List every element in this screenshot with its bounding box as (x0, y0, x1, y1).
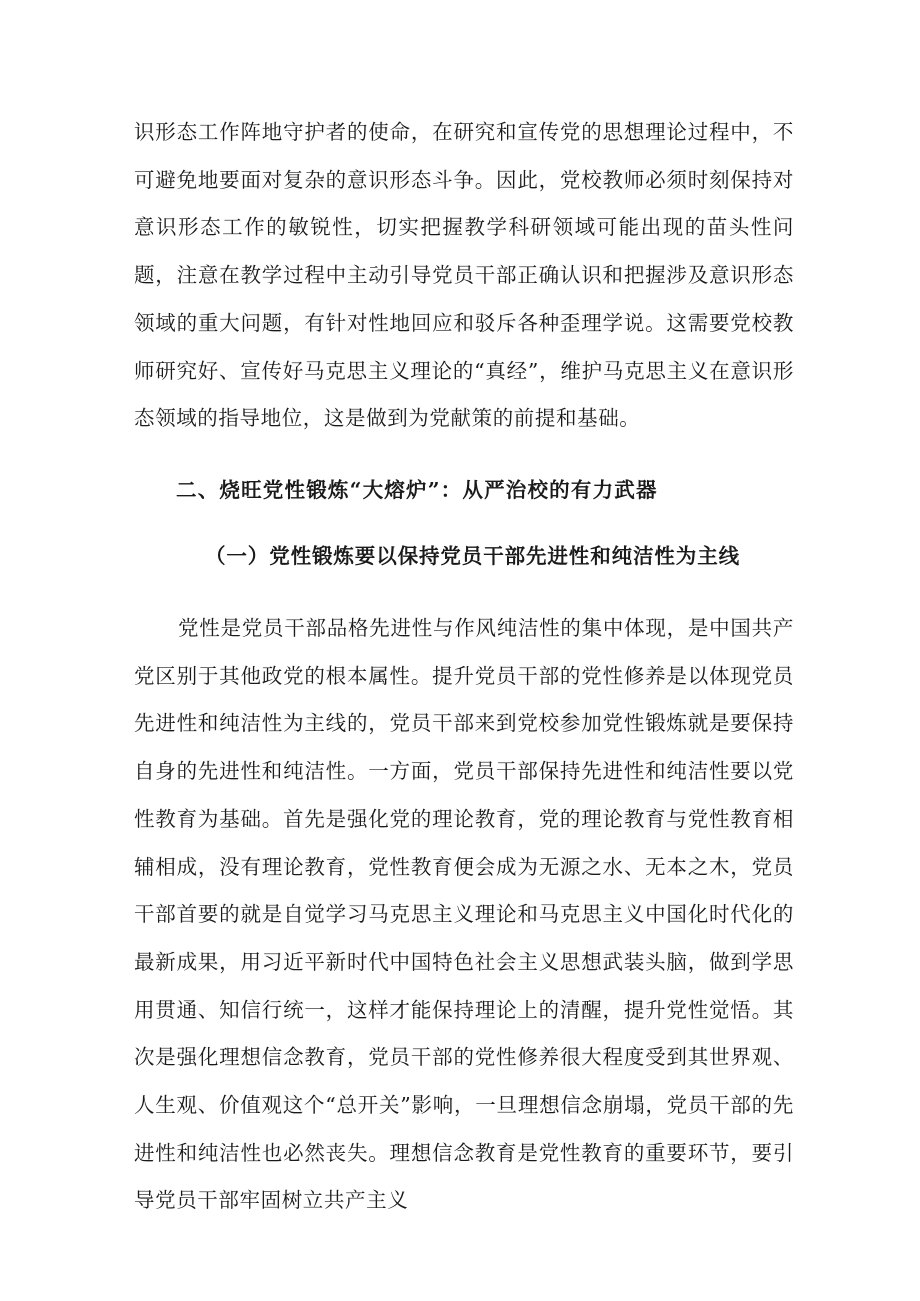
section-heading: 二、烧旺党性锻炼“大熔炉”：从严治校的有力武器 (176, 478, 658, 502)
paragraph-continuation: 识形态工作阵地守护者的使命，在研究和宣传党的思想理论过程中，不可避免地要面对复杂的意识形态斗争。因此，党校教师必须时刻保持对意识形态工作的敏锐性，切实把握教学科研领域可能出现的苗头性问题，注意在教学过程中主动引导党员干部正确认识和把握涉及意识形态领域的重大问题，有针对性地回应和驳斥各种歪理学说。这需要党校教师研究好、宣传好马克思主义理论的“真经”，维护马克思主义在意识形态领域的指导地位，这是做到为党献策的前提和基础。 (134, 120, 794, 431)
paragraph-body: 党性是党员干部品格先进性与作风纯洁性的集中体现，是中国共产党区别于其他政党的根本属性。提升党员干部的党性修养是以体现党员先进性和纯洁性为主线的，党员干部来到党校参加党性锻炼就是要保持自身的先进性和纯洁性。一方面，党员干部保持先进性和纯洁性要以党性教育为基础。首先是强化党的理论教育，党的理论教育与党性教育相辅相成，没有理论教育，党性教育便会成为无源之水、无本之木，党员干部首要的就是自觉学习马克思主义理论和马克思主义中国化时代化的最新成果，用习近平新时代中国特色社会主义思想武装头脑，做到学思用贯通、知信行统一，这样才能保持理论上的清醒，提升党性觉悟。其次是强化理想信念教育，党员干部的党性修养很大程度受到其世界观、人生观、价值观这个“总开关”影响，一旦理想信念崩塌，党员干部的先进性和纯洁性也必然丧失。理想信念教育是党性教育的重要环节，要引导党员干部牢固树立共产主义 (134, 616, 794, 1213)
subsection-heading: （一）党性锻炼要以保持党员干部先进性和纯洁性为主线 (205, 544, 740, 568)
